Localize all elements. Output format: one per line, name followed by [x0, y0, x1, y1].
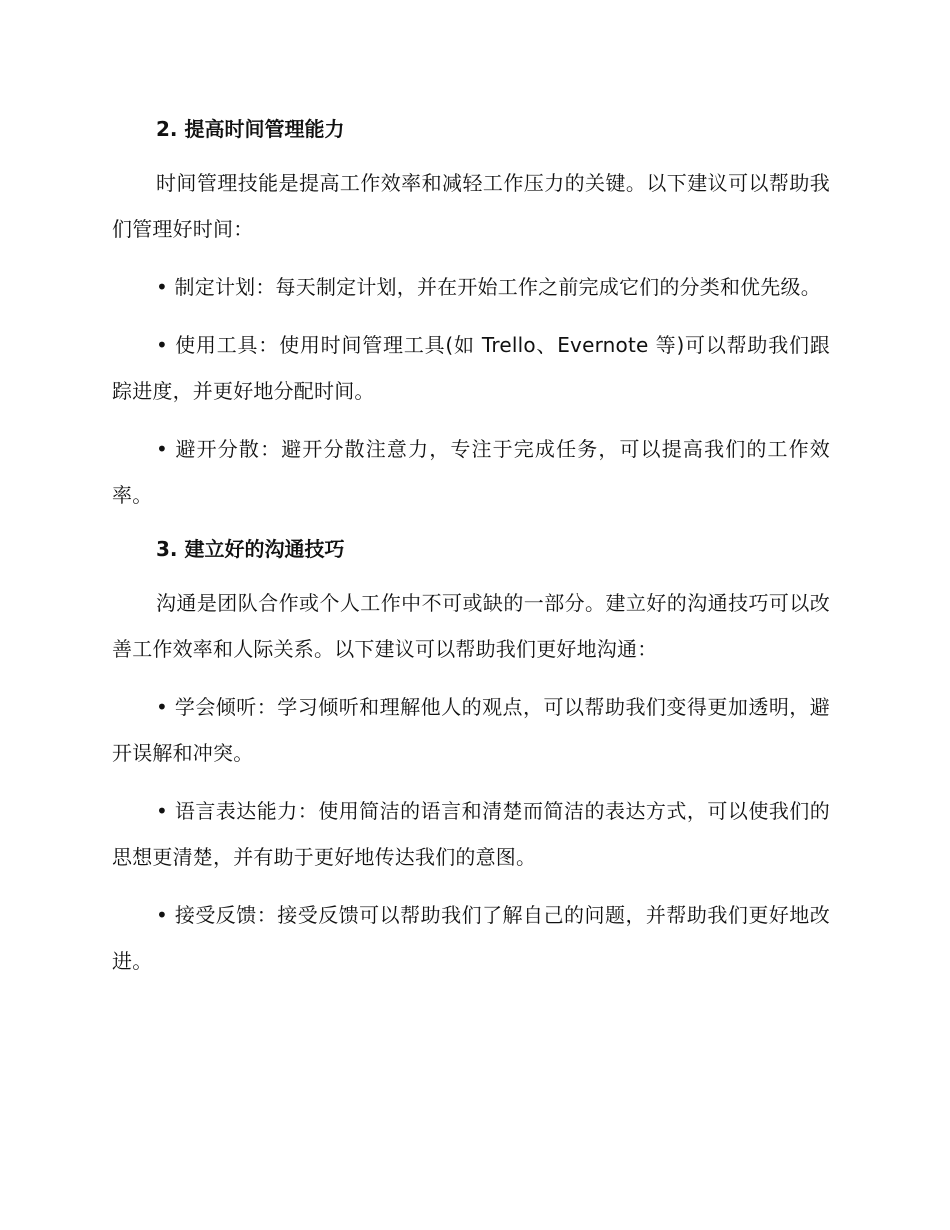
- list-item-make-plan: • 制定计划：每天制定计划，并在开始工作之前完成它们的分类和优先级。: [156, 275, 821, 299]
- list-item-avoid-distraction: • 避开分散：避开分散注意力，专注于完成任务，可以提高我们的工作效率。: [112, 437, 830, 507]
- section-heading-time-management: 2. 提高时间管理能力: [156, 117, 345, 141]
- list-item-listening: • 学会倾听：学习倾听和理解他人的观点，可以帮助我们变得更加透明，避开误解和冲突。: [112, 695, 830, 765]
- section-intro-communication: 沟通是团队合作或个人工作中不可或缺的一部分。建立好的沟通技巧可以改善工作效率和人际关系。以下建议可以帮助我们更好地沟通：: [112, 591, 830, 661]
- list-item-feedback: • 接受反馈：接受反馈可以帮助我们了解自己的问题，并帮助我们更好地改进。: [112, 903, 830, 973]
- list-item-expression: • 语言表达能力：使用简洁的语言和清楚而简洁的表达方式，可以使我们的思想更清楚，并有助于更好地传达我们的意图。: [112, 799, 830, 869]
- section-intro-time-management: 时间管理技能是提高工作效率和减轻工作压力的关键。以下建议可以帮助我们管理好时间：: [112, 171, 830, 241]
- list-item-use-tools: • 使用工具：使用时间管理工具(如 Trello、Evernote 等)可以帮助我们跟踪进度，并更好地分配时间。: [112, 333, 830, 403]
- section-heading-communication: 3. 建立好的沟通技巧: [156, 537, 345, 561]
- document-page: [112, 110, 830, 996]
